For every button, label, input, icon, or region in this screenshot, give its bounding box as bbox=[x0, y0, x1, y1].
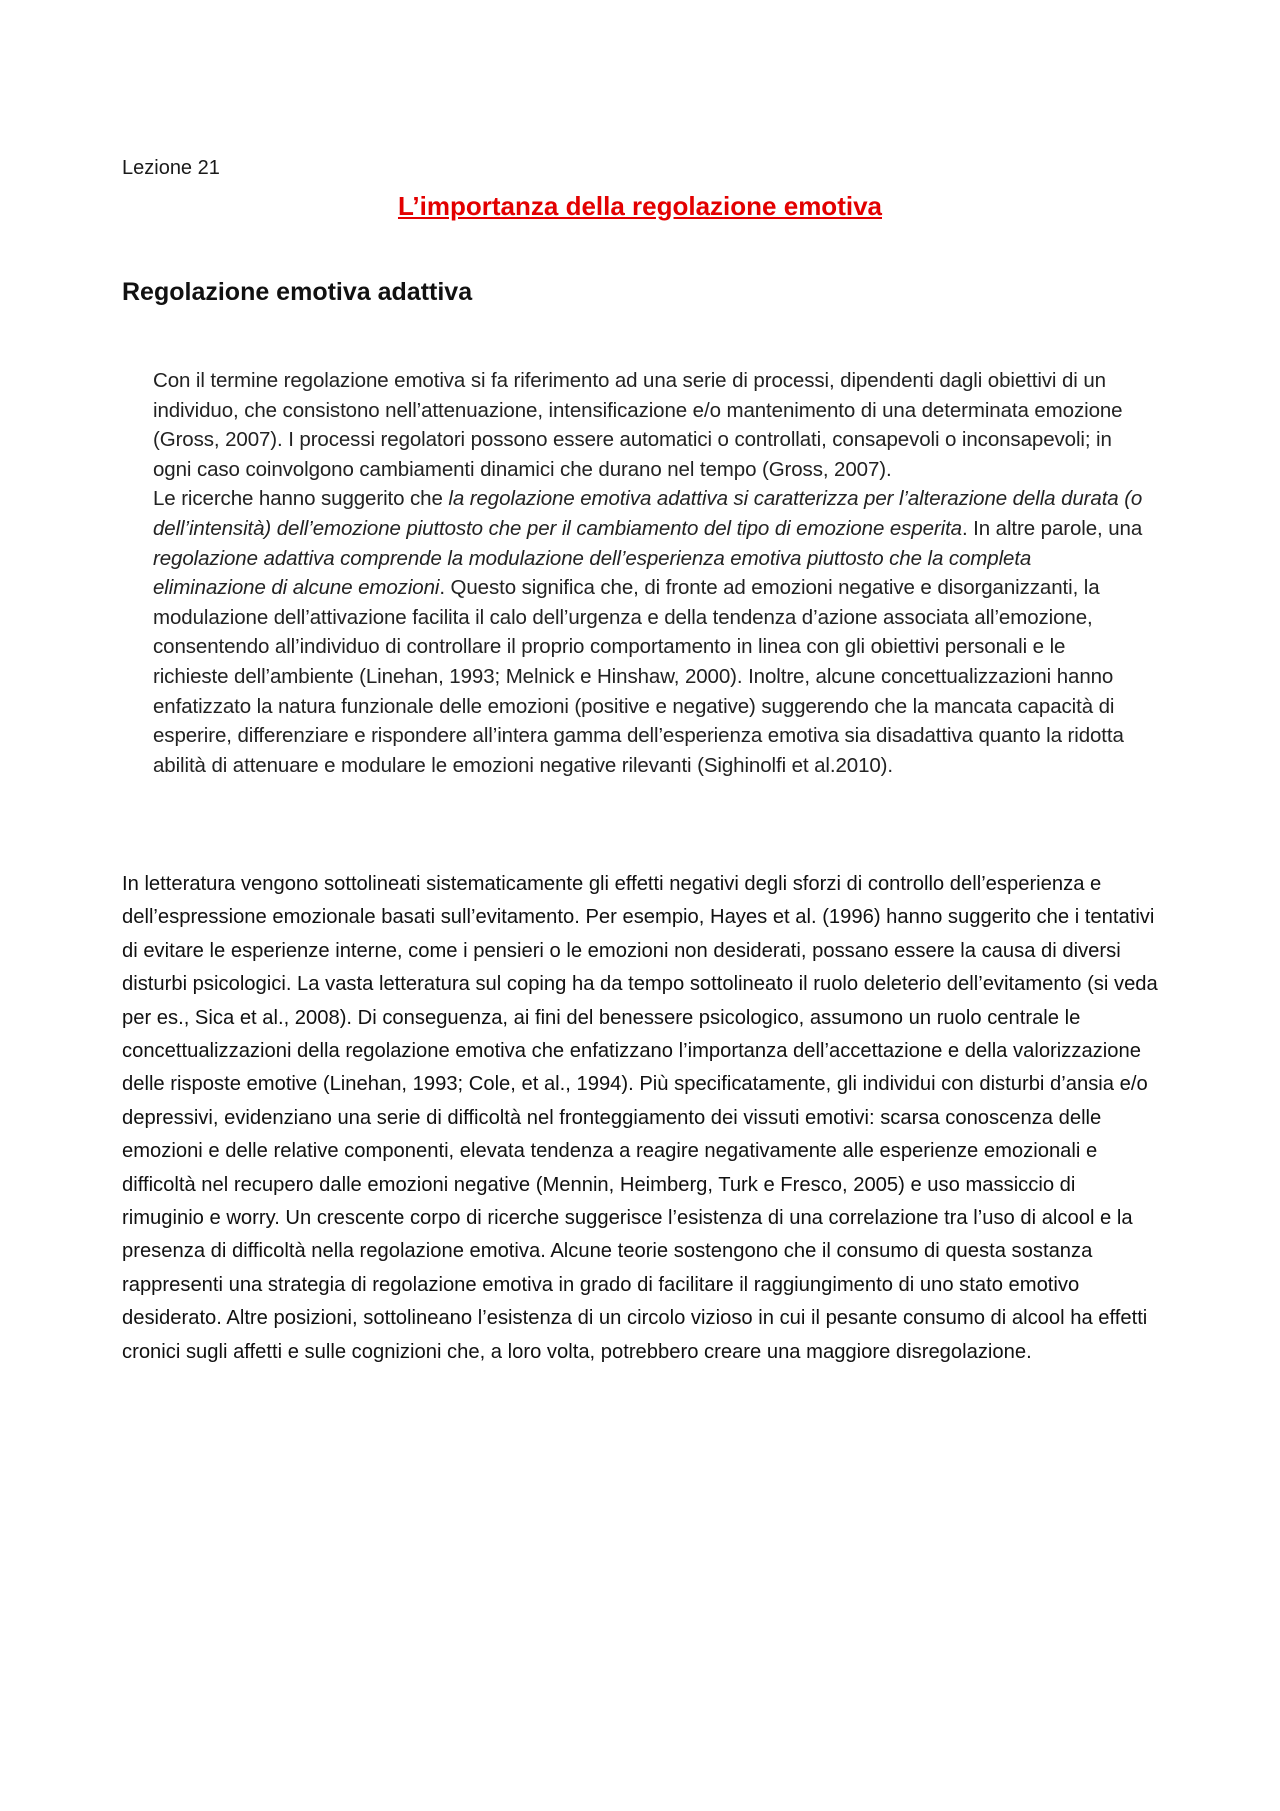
body-paragraph-block bbox=[122, 868, 1160, 1369]
quote-italic-text: la regolazione emotiva adattiva si caratterizza per l’alterazione della durata (o dell’intensità) dell’emozione piuttosto che per il cambiamento del tipo di emozione esperita bbox=[153, 487, 1143, 540]
quote-text: . In altre parole, una bbox=[961, 516, 1143, 540]
page-title: L’importanza della regolazione emotiva bbox=[397, 191, 882, 221]
body-paragraph: In letteratura vengono sottolineati sistematicamente gli effetti negativi degli sforzi di controllo dell’esperienza e dell’espressione emozionale basati sull’evitamento. Per esempio, Hayes et al. (1996) hanno suggerito che i tentativi di evitare le esperienze interne, come i pensieri o le emozioni non desiderati, possano essere la causa di diversi disturbi psicologici. La vasta letteratura sul coping ha da tempo sottolineato il ruolo deleterio dell’evitamento (si veda per es., Sica et al., 2008). Di conseguenza, ai fini del benessere psicologico, assumono un ruolo centrale le concettualizzazioni della regolazione emotiva che enfatizzano l’importanza dell’accettazione e della valorizzazione delle risposte emotive (Linehan, 1993; Cole, et al., 1994). Più specificatamente, gli individui con disturbi d’ansia e/o depressivi, evidenziano una serie di difficoltà nel fronteggiamento dei vissuti emotivi: scarsa conoscenza delle emozioni e delle relative componenti, elevata tendenza a reagire negativamente alle esperienze emozionali e difficoltà nel recupero dalle emozioni negative (Mennin, Heimberg, Turk e Fresco, 2005) e uso massiccio di rimuginio e worry. Un crescente corpo di ricerche suggerisce l’esistenza di una correlazione tra l’uso di alcool e la presenza di difficoltà nella regolazione emotiva. Alcune teorie sostengono che il consumo di questa sostanza rappresenti una strategia di regolazione emotiva in grado di facilitare il raggiungimento di uno stato emotivo desiderato. Altre posizioni, sottolineano l’esistenza di un circolo vizioso in cui il pesante consumo di alcool ha effetti cronici sugli affetti e sulle cognizioni che, a loro volta, potrebbero creare una maggiore disregolazione. bbox=[122, 873, 1158, 1363]
quote-italic-text: regolazione adattiva comprende la modulazione dell’esperienza emotiva piuttosto che la completa eliminazione di alcune emozioni bbox=[153, 546, 1032, 600]
quote-paragraph-1: Con il termine regolazione emotiva si fa riferimento ad una serie di processi, dipendenti dagli obiettivi di un individuo, che consistono nell’attenuazione, intensificazione e/o mantenimento di una determinata emozione (Gross, 2007). I processi regolatori possono essere automatici o controllati, consapevoli o inconsapevoli; in ogni caso coinvolgono cambiamenti dinamici che durano nel tempo (Gross, 2007). bbox=[153, 369, 1123, 481]
section-heading: Regolazione emotiva adattiva bbox=[122, 278, 473, 306]
quote-text: Le ricerche hanno suggerito che bbox=[153, 487, 449, 511]
lesson-number: Lezione 21 bbox=[122, 157, 220, 179]
quote-text: . Questo significa che, di fronte ad emozioni negative e disorganizzanti, la modulazione dell’attivazione facilita il calo dell’urgenza e della tendenza d’azione associata all’emozione, consentendo all’individuo di controllare il proprio comportamento in linea con gli obiettivi personali e le richieste dell’ambiente (Linehan, 1993; Melnick e Hinshaw, 2000). Inoltre, alcune concettualizzazioni hanno enfatizzato la natura funzionale delle emozioni (positive e negative) suggerendo che la mancata capacità di esperire, differenziare e rispondere all’intera gamma dell’esperienza emotiva sia disadattiva quanto la ridotta abilità di attenuare e modulare le emozioni negative rilevanti (Sighinolfi et al.2010). bbox=[153, 576, 1124, 777]
quoted-excerpt-image bbox=[153, 366, 1143, 780]
quote-paragraph-2 bbox=[153, 484, 1143, 780]
